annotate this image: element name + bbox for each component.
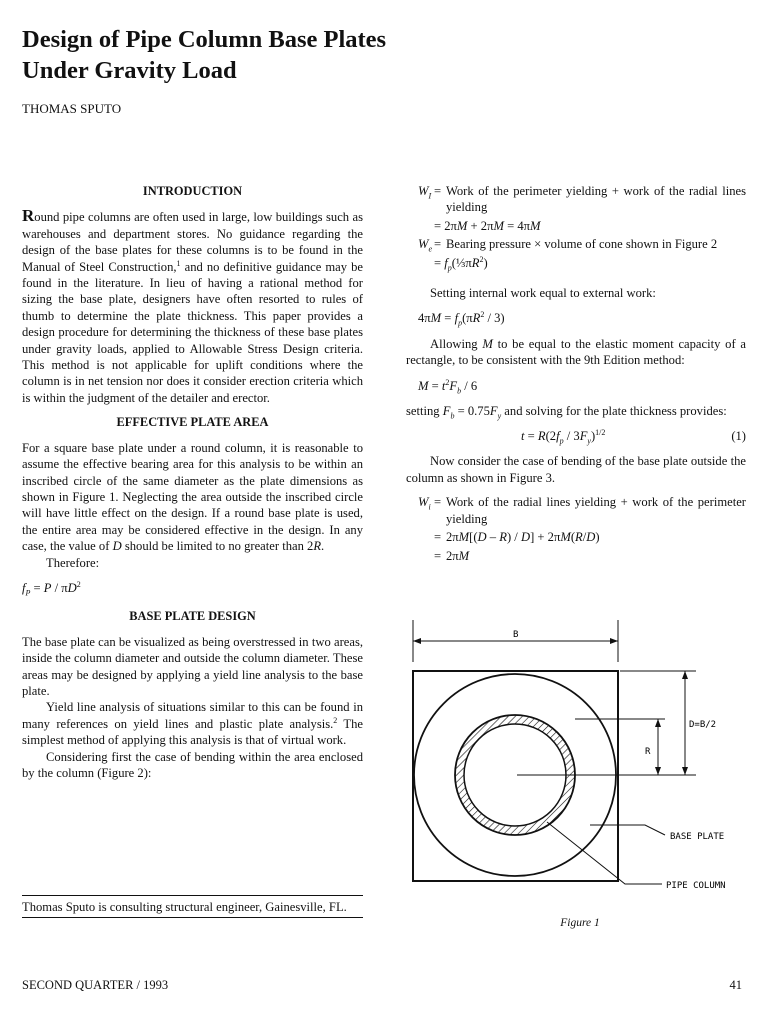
- figure-1-caption: Figure 1: [560, 917, 600, 929]
- dim-d-arrow-top: [682, 671, 688, 679]
- fp-equation: $f_P = P / \pi D^2$: [22, 579, 81, 598]
- we-result: = $f_p(\frac{1}{3}\pi R^2)$: [434, 254, 488, 273]
- label-r: R: [645, 747, 651, 757]
- dim-r-arrow-top: [655, 719, 661, 727]
- now-consider-paragraph: Now consider the case of bending of the base plate outside the column as shown in Figure 3.: [406, 454, 746, 485]
- eq-t-row: [406, 428, 746, 444]
- effective-plate-area-heading: EFFECTIVE PLATE AREA: [116, 415, 269, 430]
- wi-text: Work of the perimeter yielding + work of the radial lines yielding: [446, 184, 746, 215]
- label-base-plate: BASE PLATE: [670, 832, 725, 842]
- wi2-text: Work of the radial lines yielding + work of the perimeter yielding: [446, 495, 746, 526]
- dim-r-arrow-bottom: [655, 767, 661, 775]
- author: THOMAS SPUTO: [22, 101, 122, 116]
- wi2-line2: = 2πM[(D – R) / D] + 2πM(R/D): [434, 530, 600, 545]
- page-number: 41: [729, 978, 742, 992]
- title-line-2: Under Gravity Load: [22, 57, 237, 84]
- dim-b-arrow-left: [413, 638, 421, 644]
- wi-definition: $W_I$ = Work of the perimeter yielding + work of the radial lines yielding: [418, 184, 746, 215]
- bpd-paragraph-1: The base plate can be visualized as being overstressed in two areas, inside the column diameter and outside the column diameter. These areas may be designed by applying a yield line analysis to the base plate.: [22, 634, 363, 698]
- wi2-definition: $W_i$ = Work of the radial lines yielding + work of the perimeter yielding: [418, 495, 746, 526]
- drop-cap: R: [22, 206, 35, 226]
- bpd-p2-text-b: The simplest method of applying this analysis is that of virtual work.: [22, 716, 363, 748]
- we-text: Bearing pressure × volume of cone shown in Figure 2: [446, 237, 718, 252]
- eq-4pm: $4\pi M = f_p(\pi R^2 / 3)$: [418, 310, 505, 328]
- label-pipe-column: PIPE COLUMN: [666, 881, 726, 891]
- issue-footer: SECOND QUARTER / 1993: [22, 978, 169, 992]
- allowing-paragraph: Allowing M to be equal to the elastic moment capacity of a rectangle, to be consistent with the 9th Edition method:: [406, 336, 747, 368]
- epa-var-r: R: [313, 539, 322, 554]
- title-line-1: Design of Pipe Column Base Plates: [22, 26, 387, 53]
- effective-plate-area-paragraph: [22, 440, 363, 555]
- therefore-text: Therefore:: [46, 555, 100, 570]
- leader-pipe-column: [547, 822, 662, 884]
- eq-number-1: (1): [731, 429, 746, 444]
- label-d: D=B/2: [689, 720, 717, 730]
- label-b: B: [513, 630, 519, 640]
- wi-symbol: $W_I$: [418, 184, 432, 201]
- intro-text-a: ound pipe columns are often used in large, low buildings such as warehouses and department stores. No guidance regarding the design of the base plates for these columns is to be found in the Manual of Steel Construction,: [22, 210, 363, 274]
- paper-title: [22, 24, 502, 86]
- epa-end: .: [321, 539, 325, 554]
- introduction-paragraph: [22, 208, 363, 406]
- setting-internal-text: Setting internal work equal to external work:: [430, 286, 656, 301]
- intro-text-b: and no definitive guidance may be found in the literature. In lieu of having a rational method for sizing the base plate, designers have often resorted to rules of thumb to determine the plate thickness. This paper provides a design procedure for determining the thickness of these base plates under gravity loads, applied to Allowable Stress Design criteria. This method is not applicable for uplift conditions where the column is in net tension nor does it consider erection criteria which is within the judgment of the detailer and erector.: [22, 259, 363, 405]
- left-column: [22, 183, 363, 781]
- figure-1-diagram: [400, 612, 760, 902]
- we-definition: $W_e$ = Bearing pressure × volume of cone shown in Figure 2: [418, 236, 746, 252]
- we-symbol: $W_e$: [418, 237, 433, 254]
- wi2-line3: = 2πM: [434, 548, 470, 563]
- introduction-heading: INTRODUCTION: [142, 184, 243, 198]
- epa-text-b: should be limited to no greater than 2: [121, 539, 314, 554]
- setting-fb-paragraph: setting $F_b = 0.75F_y$ and solving for the plate thickness provides:: [406, 404, 727, 421]
- dim-d-arrow-bottom: [682, 767, 688, 775]
- footnote-ref-2: 2: [333, 715, 338, 725]
- bpd-p2-text-a: Yield line analysis of situations similar to this can be found in many references on yield lines and plastic plate analysis.: [22, 700, 363, 731]
- epa-text-a: For a square base plate under a round column, it is reasonable to assume the effective bearing area for this analysis to be within an inscribed circle of the same diameter as the plate dimensions as shown in Figure 1. Neglecting the area outside the inscribed circle will have little effect on the design. If a round base plate is used, the entire area may be considered effective in the design. In any case, the value of: [22, 440, 363, 554]
- wi2-symbol: $W_i$: [418, 495, 431, 512]
- author-footnote: Thomas Sputo is consulting structural engineer, Gainesville, FL.: [22, 895, 363, 918]
- bpd-paragraph-2: [22, 699, 363, 748]
- epa-var-d: D: [112, 539, 122, 554]
- footnote-ref-1: 1: [176, 258, 181, 268]
- bpd-paragraph-3: Considering first the case of bending within the area enclosed by the column (Figure 2):: [22, 749, 363, 780]
- dim-b-arrow-right: [610, 638, 618, 644]
- base-plate-design-heading: BASE PLATE DESIGN: [129, 609, 256, 624]
- eq-t: $t = R(2f_p / 3F_y)^{1/2}$: [521, 428, 606, 446]
- eq-m: $M = t^2F_b / 6$: [418, 377, 478, 396]
- right-column: [406, 183, 746, 566]
- wi-result: = 2πM + 2πM = 4πM: [434, 218, 541, 233]
